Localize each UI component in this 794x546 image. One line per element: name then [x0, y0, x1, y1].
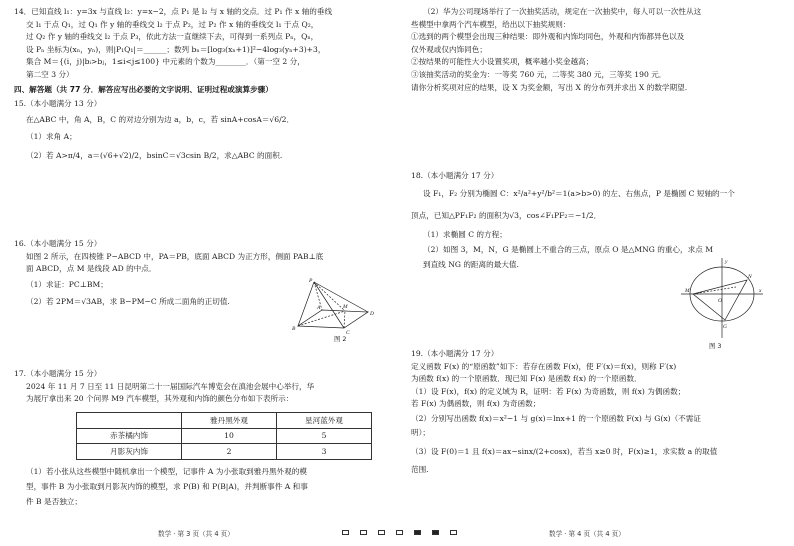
q17b-line: （1）若小张从这些模型中随机拿出一个模型，记事件 A 为小张取到雅丹黑外观的模: [26, 467, 307, 476]
q17-line: 2024 年 11 月 7 日至 11 日昆明第二十一届国际汽车博览会在滇池会展中心举行，华: [26, 381, 315, 391]
q17c-line: ③该抽奖活动的奖金为：一等奖 760 元，二等奖 380 元，三等奖 190 元．: [411, 69, 667, 79]
page-indicator-square: [378, 530, 385, 535]
q17c-line: （2）华为公司现场举行了一次抽奖活动，规定在一次抽奖中，每人可以一次性从这: [423, 7, 702, 16]
svg-text:C: C: [346, 330, 350, 336]
q16-line: 面 ABCD，点 M 是线段 AD 的中点．: [26, 264, 157, 274]
q19-line: （1）设 F(x)，f(x) 的定义域为 R，证明：若 F(x) 为奇函数，则 f(x) 为偶函数；: [411, 386, 686, 396]
q18-line: （1）求椭圆 C 的方程；: [423, 229, 507, 239]
q19-line: 定义函数 F(x) 的“原函数”如下：若存在函数 F(x)，使 F′(x)＝f(x)，则称 F′(x): [411, 361, 677, 371]
q19-line: 范围.: [411, 464, 429, 474]
table-header-row: [77, 413, 372, 429]
q16-line: （2）若 2PM＝√3AB，求 B−PM−C 所成二面角的正切值.: [26, 296, 230, 306]
q19-line: 19.（本小题满分 17 分）: [411, 349, 499, 358]
q18-line: 到直线 NG 的距离的最大值.: [423, 259, 519, 269]
svg-text:G: G: [723, 324, 727, 330]
table-cell: [77, 413, 182, 429]
right-page: [397, 0, 794, 546]
page-indicator-square: [342, 530, 349, 535]
svg-text:D: D: [370, 311, 374, 317]
figure-2-caption: 图 2: [334, 335, 347, 343]
question-15: [14, 98, 384, 167]
pyramid-figure: [292, 278, 372, 338]
svg-text:M: M: [343, 304, 348, 310]
svg-text:B: B: [292, 326, 296, 332]
question-17-part-2: [411, 6, 783, 94]
svg-text:x: x: [759, 288, 762, 294]
table-cell: 赤茶橘内饰: [77, 428, 182, 444]
question-17-part-1: [14, 466, 384, 509]
svg-text:N: N: [748, 274, 752, 280]
q15-line: （2）若 A>π/4，a＝(√6+√2)/2，bsinC＝√3csin B/2，求△ABC 的面积.: [26, 150, 283, 160]
color-distribution-table: [76, 412, 372, 460]
page-footer-right: 数学 · 第 4 页（共 4 页）: [549, 530, 625, 538]
q17-line: 17.（本小题满分 15 分）: [14, 369, 102, 378]
svg-text:P: P: [309, 278, 313, 284]
q16-line: 如图 2 所示，在四棱锥 P−ABCD 中，PA＝PB，底面 ABCD 为正方形，侧面 PAB⊥底: [26, 251, 324, 261]
svg-text:M: M: [685, 288, 690, 294]
q19-line: （3）设 F(0)＝1 且 f(x)＝ax−sinx/(2+cosx)，若当 x≥0 时，F(x)≥1，求实数 a 的取值: [411, 446, 718, 456]
q14-line: 集合 M＝{(i，j)|bᵢ>bⱼ，1≤i<j≤100} 中元素的个数为________．（第一空 2 分，: [26, 57, 305, 67]
question-17: [14, 368, 384, 406]
svg-text:A: A: [317, 305, 321, 311]
svg-text:y: y: [725, 259, 728, 265]
page-footer-left: 数学 · 第 3 页（共 4 页）: [158, 530, 234, 538]
table-cell: 5: [277, 428, 372, 444]
q16-line: 16.（本小题满分 15 分）: [14, 239, 102, 248]
table-cell: 10: [182, 428, 277, 444]
q17c-line: 些模型中拿两个汽车模型，给出以下抽奖规则：: [411, 19, 571, 29]
table-row: [77, 444, 372, 460]
q18-line: （2）如图 3，M，N，G 是椭圆上不重合的三点，原点 O 是△MNG 的重心，求点 M: [423, 244, 713, 254]
q19-line: 明）；: [411, 427, 430, 437]
q18-line: 18.（本小题满分 17 分）: [411, 171, 499, 180]
q14-line: 第二空 3 分）: [26, 69, 74, 79]
table-cell: 月影灰内饰: [77, 444, 182, 460]
q17b-line: 件 B 是否独立；: [26, 496, 82, 506]
question-18: [411, 170, 783, 272]
section-4-heading: 四、解答题（共 77 分．解答应写出必要的文字说明、证明过程或演算步骤）: [14, 85, 273, 94]
table-cell: 3: [277, 444, 372, 460]
q15-line: （1）求角 A；: [26, 131, 77, 141]
table-row: [77, 428, 372, 444]
q14-line: 设 Pₙ 坐标为(xₙ，yₙ)，则|P₁Q₁|＝______；数列 bₙ＝[log₃(xₙ+1)]²−4log₃(yₙ+3)+3，: [26, 44, 326, 54]
q16-line: （1）求证：PC⊥BM；: [26, 279, 108, 289]
q17b-line: 型，事件 B 为小张取到月影灰内饰的模型，求 P(B) 和 P(B|A)，并判断事件 A 和事: [26, 481, 308, 491]
q19-line: 若 F(x) 为偶函数，则 f(x) 为奇函数；: [411, 399, 541, 409]
svg-text:O: O: [718, 298, 722, 304]
q14-line: 过 Q₂ 作 y 轴的垂线交 l₂ 于点 P₃，依此方法一直继续下去，可得到一系列点 Pₙ，Qₙ，: [26, 32, 319, 42]
table-header-cell: 星河蓝外观: [277, 413, 372, 429]
q15-line: 在△ABC 中，角 A，B，C 的对边分别为边 a，b，c，若 sinA+cosA＝√6/2．: [26, 114, 295, 124]
q14-line: 交 l₁ 于点 Q₁，过 Q₁ 作 y 轴的垂线交 l₂ 于点 P₂，过 P₂ 作 x 轴的垂线交 l₁ 于点 Q₂，: [26, 19, 319, 29]
q17c-line: ①选到的两个模型会出现三种结果：即外观和内饰均同色，外观和内饰都异色以及: [411, 32, 685, 42]
table-header-cell: 雅丹黑外观: [182, 413, 277, 429]
q18-line: 顶点，已知△PF₁F₂ 的面积为√3，cos∠F₁PF₂＝−1/2．: [411, 210, 602, 220]
q17-line: 为展厅拿出来 20 个问界 M9 汽车模型，其外观和内饰的颜色分布如下表所示：: [26, 394, 294, 404]
q19-line: （2）分别写出函数 f(x)＝x²−1 与 g(x)＝lnx+1 的一个原函数 F(x) 与 G(x)（不需证: [411, 413, 701, 423]
q17c-line: ②按结果的可能性大小设置奖项，概率越小奖金越高；: [411, 57, 594, 67]
q14-line: 14．已知直线 l₁：y=3x 与直线 l₂：y=x−2，点 P₁ 是 l₂ 与 x 轴的交点．过 P₁ 作 x 轴的垂线: [14, 7, 333, 16]
q17c-line: 请你分析奖项对应的结果，设 X 为奖金额，写出 X 的分布列并求出 X 的数学期望.: [411, 82, 688, 92]
q17c-line: 仅外观或仅内饰同色；: [411, 44, 487, 54]
question-19: [411, 348, 783, 476]
page-indicator-square: [360, 530, 367, 535]
q15-line: 15.（本小题满分 13 分）: [14, 99, 102, 108]
ellipse-figure: [681, 258, 763, 338]
q18-line: 设 F₁，F₂ 分别为椭圆 C：x²/a²+y²/b²＝1(a>b>0) 的左、右焦点，P 是椭圆 C 短轴的一个: [423, 188, 735, 198]
table-cell: 2: [182, 444, 277, 460]
question-14: [14, 6, 384, 82]
q19-line: 为函数 f(x) 的一个原函数．现已知 F(x) 是函数 f(x) 的一个原函数．: [411, 374, 642, 384]
figure-3-caption: 图 3: [709, 342, 722, 350]
